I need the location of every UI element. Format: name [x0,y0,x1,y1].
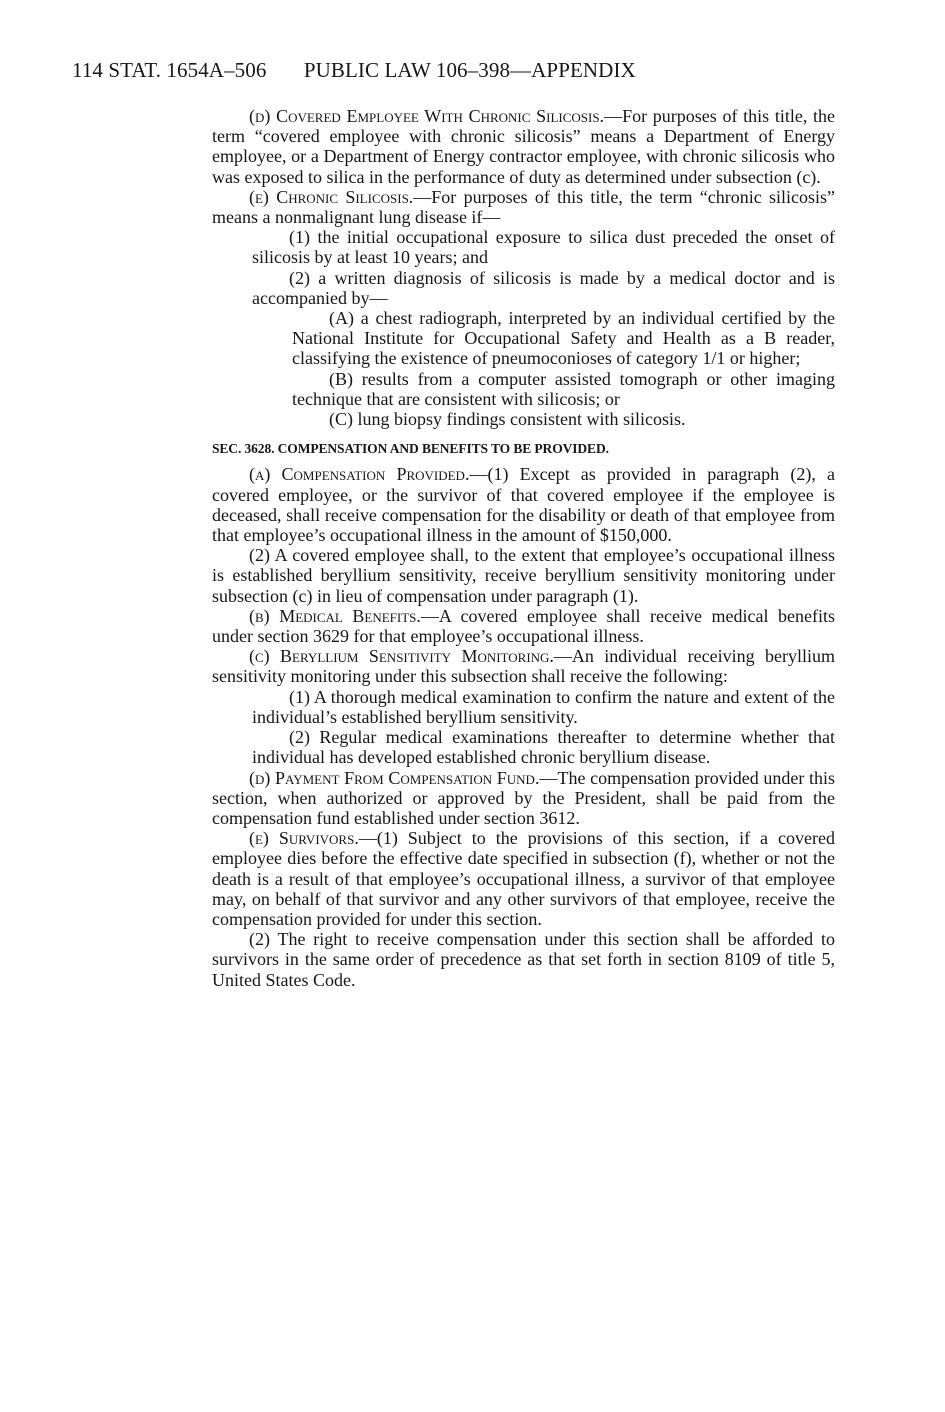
section-heading: SEC. 3628. COMPENSATION AND BENEFITS TO BE PROVIDED. [212,441,609,457]
subclause-a: (A) a chest radiograph, interpreted by an individual certified by the National Institute for Occupational Safety and Health as a B reader, classifying the existence of pneumoconioses of category 1/1 or higher; [292,308,835,369]
law-title: PUBLIC LAW 106–398—APPENDIX [303,58,636,82]
document-body [212,106,835,990]
paragraph-d-payment: (d) Payment From Compensation Fund.—The compensation provided under this section, when authorized or approved by the President, shall be paid from the compensation fund established under section 3612. [212,767,835,828]
paragraph-e-2: (2) The right to receive compensation under this section shall be afforded to survivors in the same order of precedence as that set forth in section 8109 of title 5, United States Code. [212,929,835,990]
paragraph-a-2: (2) A covered employee shall, to the extent that employee’s occupational illness is established beryllium sensitivity, receive beryllium sensitivity monitoring under subsection (c) in lieu of compensation under paragraph (1). [212,545,835,606]
heading: (b) Medical Benefits. [249,605,421,626]
clause-1: (1) the initial occupational exposure to silica dust preceded the onset of silicosis by at least 10 years; and [252,227,835,268]
paragraph-e-chronic-silicosis: (e) Chronic Silicosis.—For purposes of this title, the term “chronic silicosis” means a nonmalignant lung disease if— [212,186,835,228]
heading: (c) Beryllium Sensitivity Monitoring. [249,646,554,667]
heading: (d) Payment From Compensation Fund. [249,767,540,788]
page-header [72,58,636,83]
subclause-c: (C) lung biopsy findings consistent with silicosis. [329,409,686,430]
heading: (e) Chronic Silicosis. [249,186,414,207]
heading: (e) Survivors. [249,828,359,849]
clause-c-2: (2) Regular medical examinations thereafter to determine whether that individual has developed established chronic beryllium disease. [252,727,835,768]
heading: (d) Covered Employee With Chronic Silicosis. [249,106,605,126]
paragraph-a-compensation-provided: (a) Compensation Provided.—(1) Except as provided in paragraph (2), a covered employee, or the survivor of that covered employee if the employee is deceased, shall receive compensation for the disability or death of that employee from that employee’s occupational illness in the amount of $150,000. [212,464,835,546]
paragraph-e-survivors: (e) Survivors.—(1) Subject to the provisions of this section, if a covered employee dies before the effective date specified in subsection (f), whether or not the death is a result of that employee’s occupational illness, a survivor of that employee may, on behalf of that survivor and any other survivors of that employee, receive the compensation provided for under this section. [212,828,835,929]
paragraph-b-medical-benefits: (b) Medical Benefits.—A covered employee shall receive medical benefits under section 3629 for that employee’s occupational illness. [212,605,836,647]
subclause-b: (B) results from a computer assisted tomograph or other imaging technique that are consistent with silicosis; or [292,368,835,409]
paragraph-d-covered-employee-silicosis: (d) Covered Employee With Chronic Silicosis.—For purposes of this title, the term “covered employee with chronic silicosis” means a Department of Energy employee, or a Department of Energy contractor employee, with chronic silicosis who was exposed to silica in the performance of duty as determined under subsection (c). [212,106,835,187]
clause-2: (2) a written diagnosis of silicosis is made by a medical doctor and is accompanied by— [252,267,835,308]
heading: (a) Compensation Provided. [249,464,470,485]
clause-c-1: (1) A thorough medical examination to confirm the nature and extent of the individual’s established beryllium sensitivity. [252,686,835,727]
paragraph-c-beryllium-monitoring: (c) Beryllium Sensitivity Monitoring.—An individual receiving beryllium sensitivity monitoring under this subsection shall receive the following: [212,646,835,687]
statute-citation: 114 STAT. 1654A–506 [72,58,267,82]
